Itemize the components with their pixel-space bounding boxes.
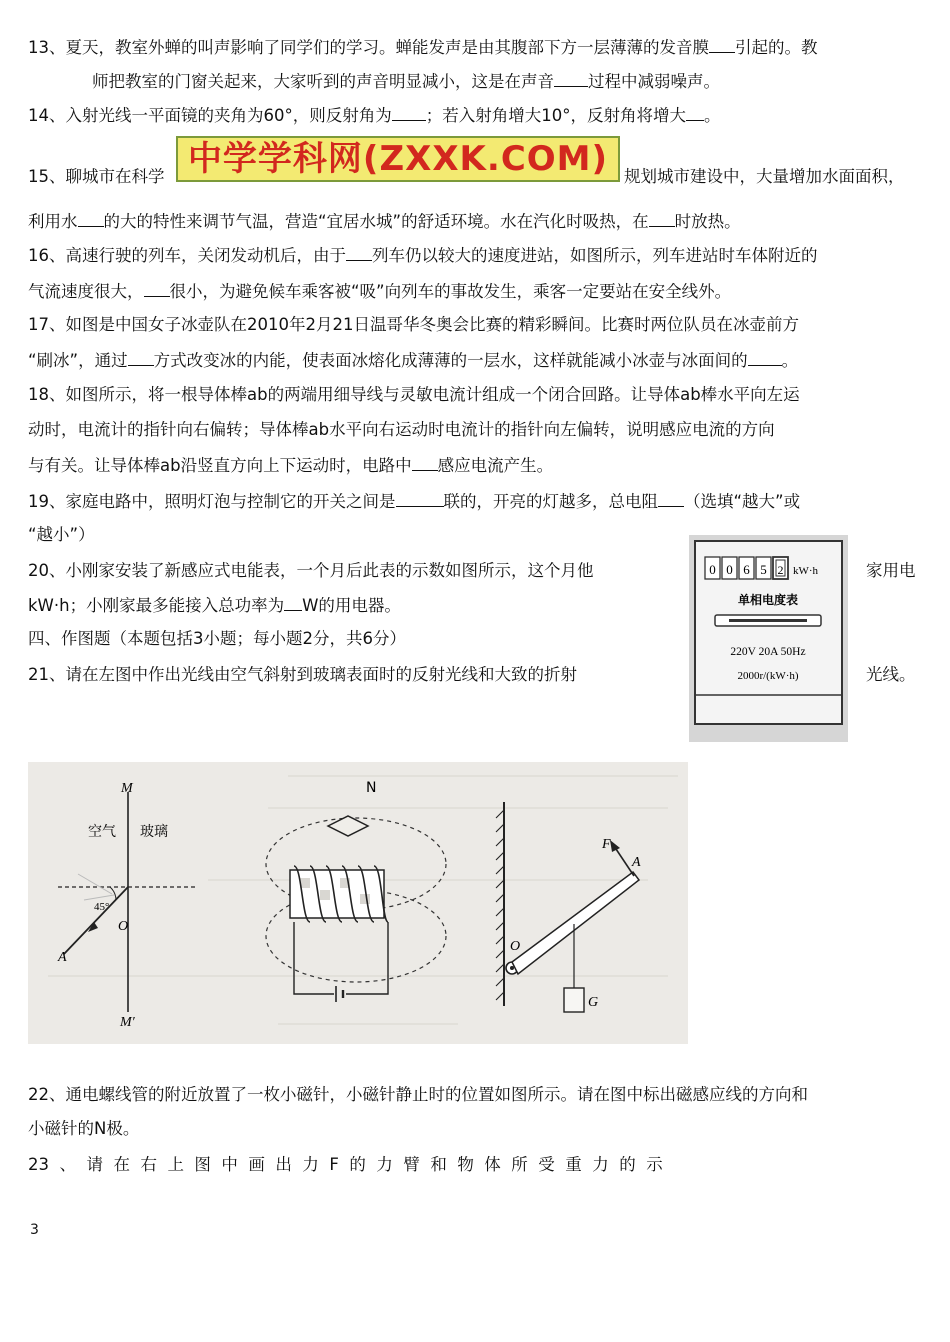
meter-digit: 6 xyxy=(743,562,750,577)
zxxk-watermark-logo: 中学学科网(ZXXK.COM) xyxy=(176,136,620,182)
meter-digit-boxes xyxy=(705,557,788,579)
meter-digit: 5 xyxy=(760,562,767,577)
electric-meter-image xyxy=(689,535,848,742)
meter-unit: kW·h xyxy=(793,565,819,577)
q17-line2: “刷冰”，通过 方式改变冰的内能，使表面冰熔化成薄薄的一层水，这样就能减小冰壶与冰面间的 。 xyxy=(28,351,799,370)
meter-constant: 2000r/(kW·h) xyxy=(737,670,799,682)
refraction-diagram xyxy=(57,781,196,1030)
answer-blank[interactable] xyxy=(748,349,782,366)
answer-blank[interactable] xyxy=(412,454,438,471)
meter-rating: 220V 20A 50Hz xyxy=(730,646,806,658)
answer-blank[interactable] xyxy=(658,490,684,507)
label-m-prime: M′ xyxy=(120,1015,135,1030)
q20-line1b: 家用电 xyxy=(866,561,916,580)
answer-blank[interactable] xyxy=(78,210,104,227)
q18-line3: 与有关。让导体棒ab沿竖直方向上下运动时，电路中 感应电流产生。 xyxy=(28,456,554,475)
label-a2: A xyxy=(632,855,641,870)
answer-blank[interactable] xyxy=(346,244,372,261)
q17-line1: 17、如图是中国女子冰壶队在2010年2月21日温哥华冬奥会比赛的精彩瞬间。比赛时两位队员在冰壶前方 xyxy=(28,315,799,334)
label-g: G xyxy=(588,995,599,1010)
answer-blank[interactable] xyxy=(284,594,302,611)
q15-line2: 利用水 的大的特性来调节气温，营造“宜居水城”的舒适环境。水在汽化时吸热，在 时放热。 xyxy=(28,212,741,231)
meter-title: 单相电度表 xyxy=(737,593,799,607)
weight-g xyxy=(564,988,584,1012)
label-glass: 玻璃 xyxy=(140,824,168,840)
q23-line: 23 、 请 在 右 上 图 中 画 出 力 F 的 力 臂 和 物 体 所 受 重 力 的 示 xyxy=(28,1155,663,1174)
page-number: 3 xyxy=(30,1222,39,1238)
q16-line2: 气流速度很大， 很小，为避免候车乘客被“吸”向列车的事故发生，乘客一定要站在安全线外。 xyxy=(28,282,732,301)
answer-blank[interactable] xyxy=(649,210,675,227)
meter-digit: 0 xyxy=(726,562,733,577)
diagram-figure xyxy=(28,762,688,1044)
q15-line1a: 15、聊城市在科学 xyxy=(28,167,165,186)
q22-line1: 22、通电螺线管的附近放置了一枚小磁针，小磁针静止时的位置如图所示。请在图中标出磁感应线的方向和 xyxy=(28,1085,808,1104)
label-air: 空气 xyxy=(88,824,116,840)
answer-blank[interactable] xyxy=(686,104,704,121)
q21-line-b: 光线。 xyxy=(866,665,916,684)
label-f: F xyxy=(602,837,611,852)
solenoid-diagram xyxy=(266,780,446,1002)
q14-line: 14、入射光线一平面镜的夹角为60°，则反射角为 ；若入射角增大10°，反射角将增大 。 xyxy=(28,106,721,125)
lever-diagram xyxy=(496,802,641,1012)
q20-line1a: 20、小刚家安装了新感应式电能表，一个月后此表的示数如图所示，这个月他 xyxy=(28,561,594,580)
answer-blank[interactable] xyxy=(396,490,444,507)
lever-bar xyxy=(512,872,639,974)
q15-line1b: 规划城市建设中，大量增加水面面积， xyxy=(624,167,905,186)
answer-blank[interactable] xyxy=(144,280,170,297)
label-m: M xyxy=(121,781,133,796)
answer-blank[interactable] xyxy=(128,349,154,366)
q13-line2: 师把教室的门窗关起来，大家听到的声音明显减小，这是在声音 过程中减弱噪声。 xyxy=(92,72,720,91)
q19-line1: 19、家庭电路中，照明灯泡与控制它的开关之间是 联的，开亮的灯越多，总电阻 （选填“越大”或 xyxy=(28,492,801,511)
answer-blank[interactable] xyxy=(709,36,735,53)
meter-digit: 0 xyxy=(709,562,716,577)
answer-blank[interactable] xyxy=(554,70,588,87)
label-a: A xyxy=(58,950,67,965)
section-heading: 四、作图题（本题包括3小题；每小题2分，共6分） xyxy=(28,629,406,648)
q18-line1: 18、如图所示，将一根导体棒ab的两端用细导线与灵敏电流计组成一个闭合回路。让导体ab棒水平向左运 xyxy=(28,385,800,404)
q20-line2: kW·h；小刚家最多能接入总功率为 W的用电器。 xyxy=(28,596,401,615)
q13-line1: 13、夏天，教室外蝉的叫声影响了同学们的学习。蝉能发声是由其腹部下方一层薄薄的发音膜 引起的。教 xyxy=(28,38,818,57)
meter-digit: 2 xyxy=(777,563,784,577)
q16-line1: 16、高速行驶的列车，关闭发动机后，由于 列车仍以较大的速度进站，如图所示，列车进站时车体附近的 xyxy=(28,246,818,265)
label-o: O xyxy=(118,919,129,934)
label-angle: 45° xyxy=(94,901,110,913)
q19-line2: “越小”） xyxy=(28,525,95,544)
force-f-arrow xyxy=(614,846,634,876)
q18-line2: 动时，电流计的指针向右偏转；导体棒ab水平向右运动时电流计的指针向左偏转，说明感应电流的方向 xyxy=(28,420,775,439)
q22-line2: 小磁针的N极。 xyxy=(28,1119,140,1138)
q21-line-a: 21、请在左图中作出光线由空气斜射到玻璃表面时的反射光线和大致的折射 xyxy=(28,665,577,684)
label-o2: O xyxy=(510,939,521,954)
answer-blank[interactable] xyxy=(392,104,426,121)
label-n: N xyxy=(366,780,377,796)
